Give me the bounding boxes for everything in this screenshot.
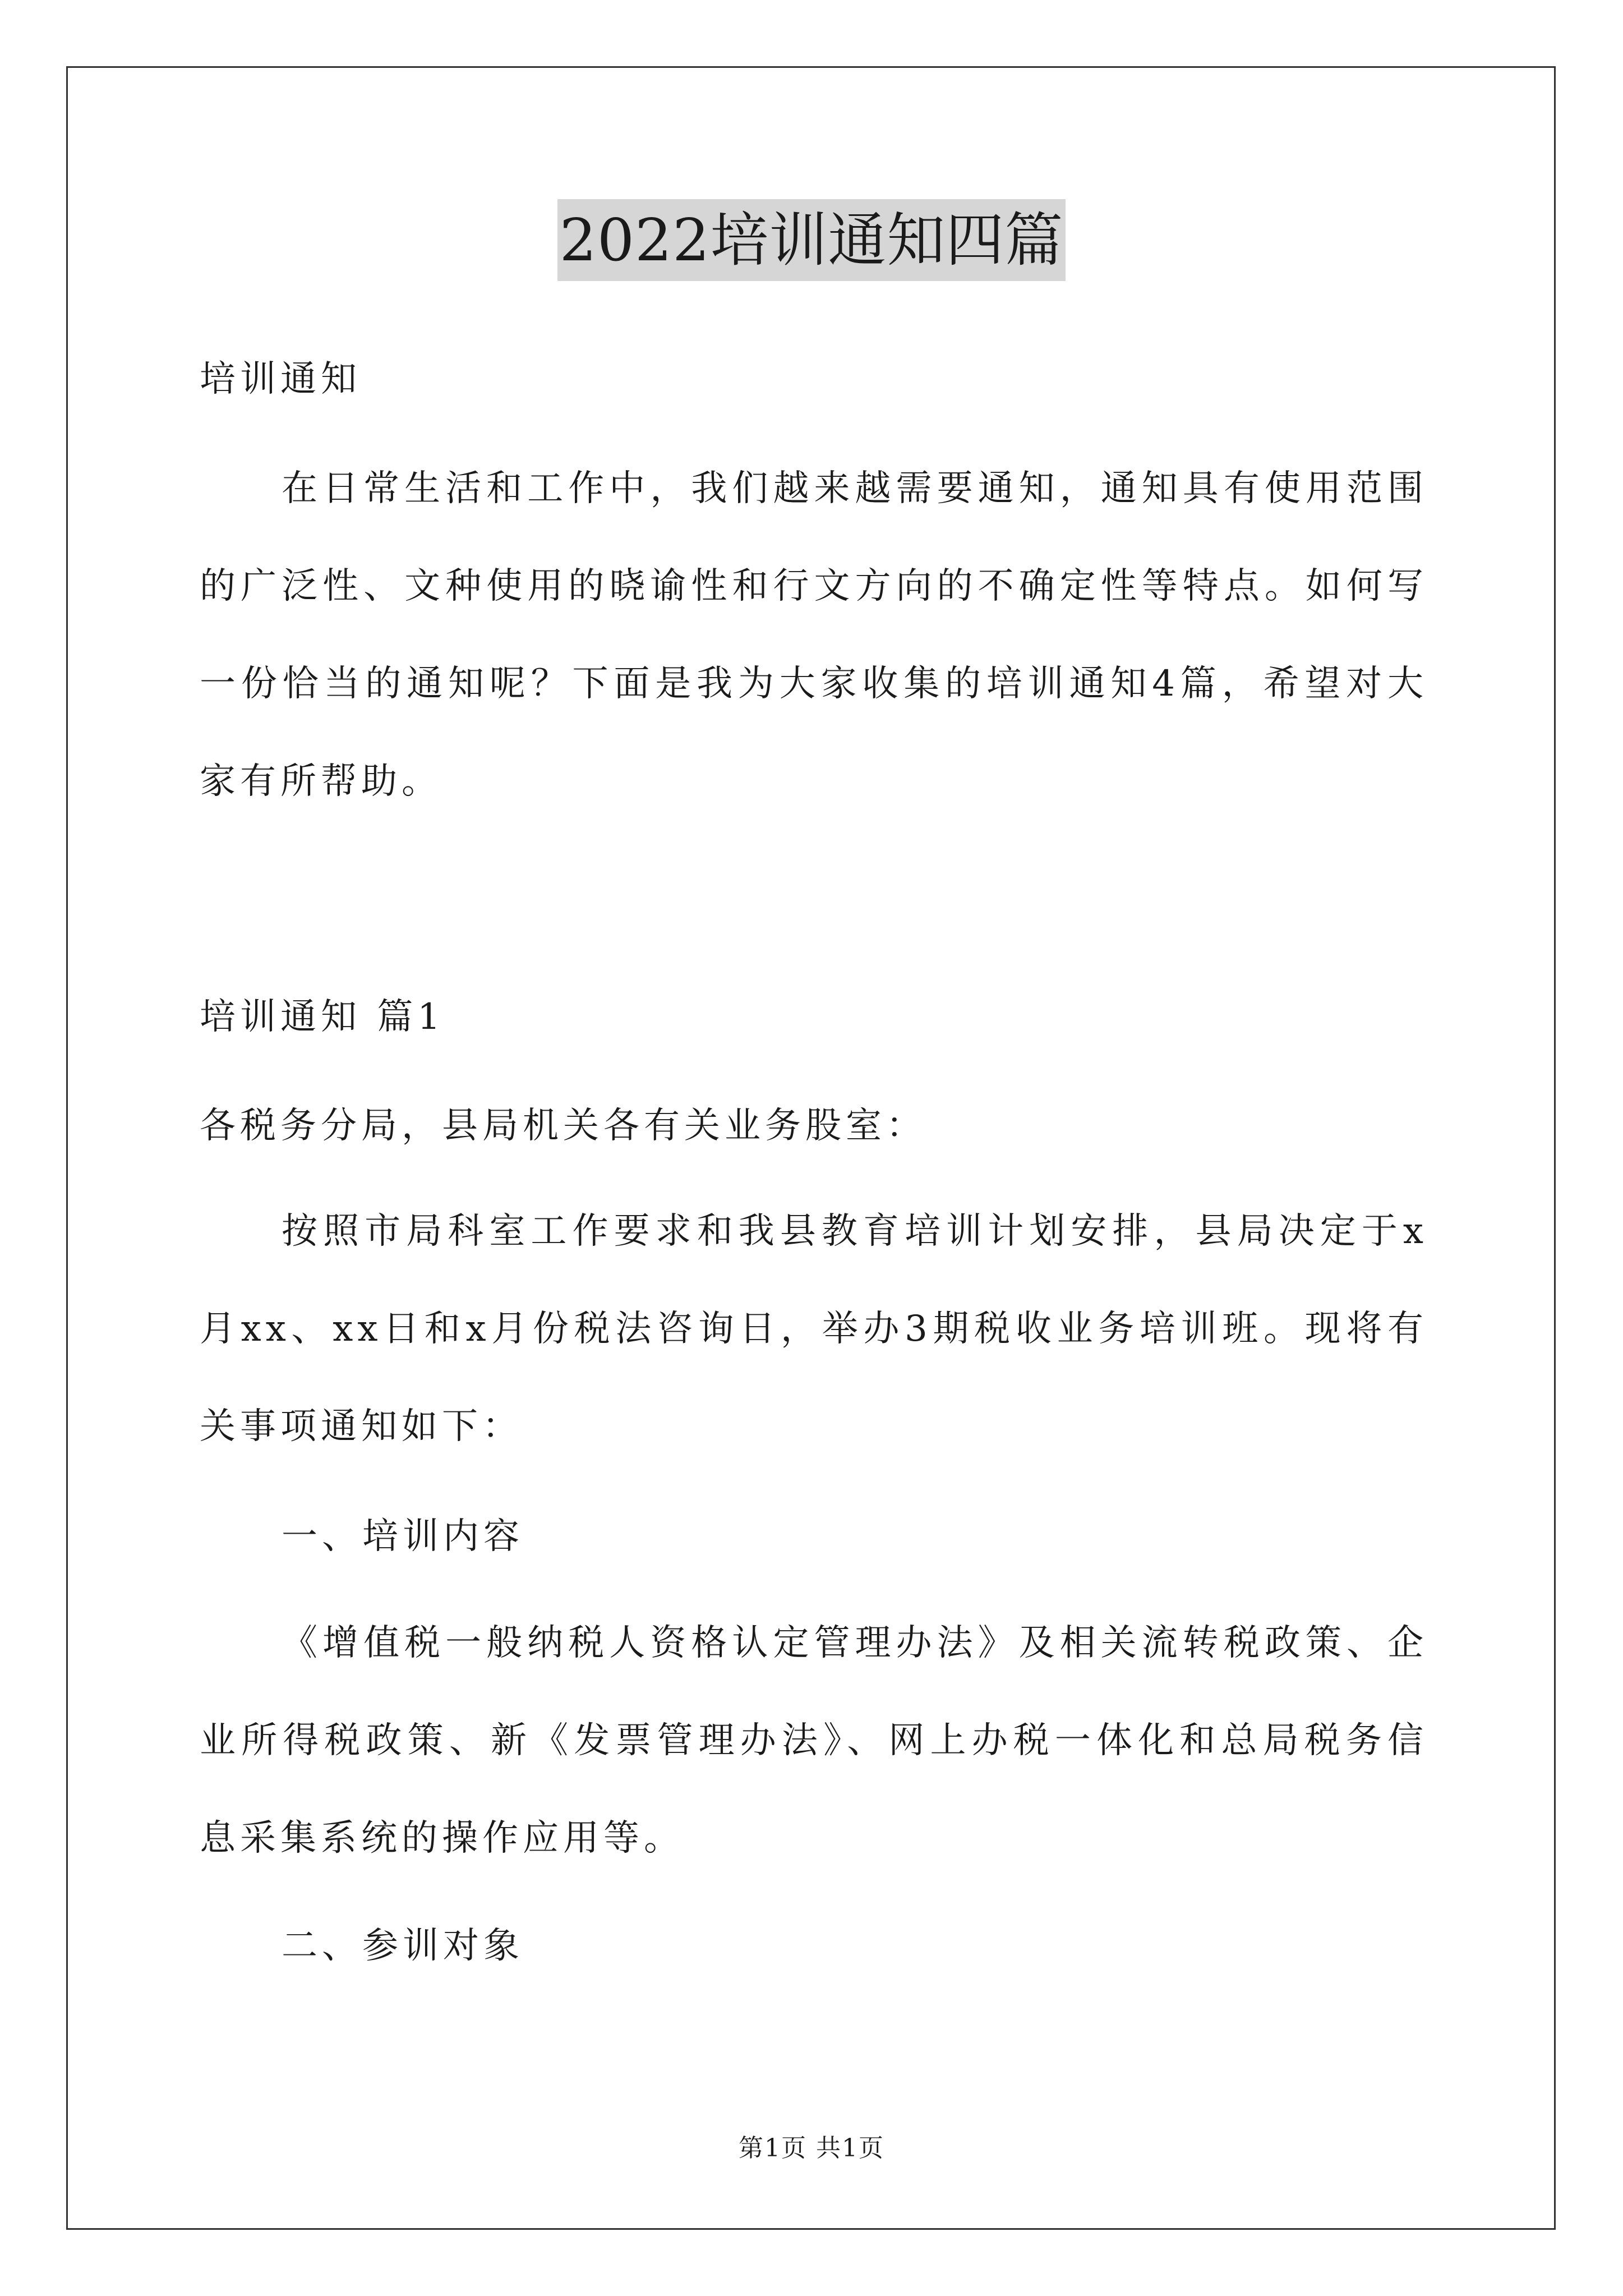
- body-paragraph: 按照市局科室工作要求和我县教育培训计划安排，县局决定于x月xx、xx日和x月份税法咨询日，举办3期税收业务培训班。现将有关事项通知如下：: [200, 1211, 1428, 1447]
- training-content-paragraph: 《增值税一般纳税人资格认定管理办法》及相关流转税政策、企业所得税政策、新《发票管理办法》、网上办税一体化和总局税务信息采集系统的操作应用等。: [200, 1622, 1428, 1859]
- title-container: [0, 199, 1623, 281]
- intro-paragraph: 在日常生活和工作中，我们越来越需要通知，通知具有使用范围的广泛性、文种使用的晓谕性和行文方向的不确定性等特点。如何写一份恰当的通知呢？下面是我为大家收集的培训通知4篇，希望对大家有所帮助。: [200, 468, 1428, 802]
- section-heading: 培训通知: [200, 358, 361, 400]
- document-title: 2022培训通知四篇: [557, 199, 1066, 281]
- page-footer: 第1页 共1页: [739, 2134, 884, 2162]
- salutation: 各税务分局，县局机关各有关业务股室：: [200, 1105, 926, 1147]
- item-heading-participants: 二、参训对象: [282, 1925, 524, 1967]
- item-heading-content: 一、培训内容: [282, 1516, 524, 1557]
- article-heading: 培训通知 篇1: [200, 996, 445, 1038]
